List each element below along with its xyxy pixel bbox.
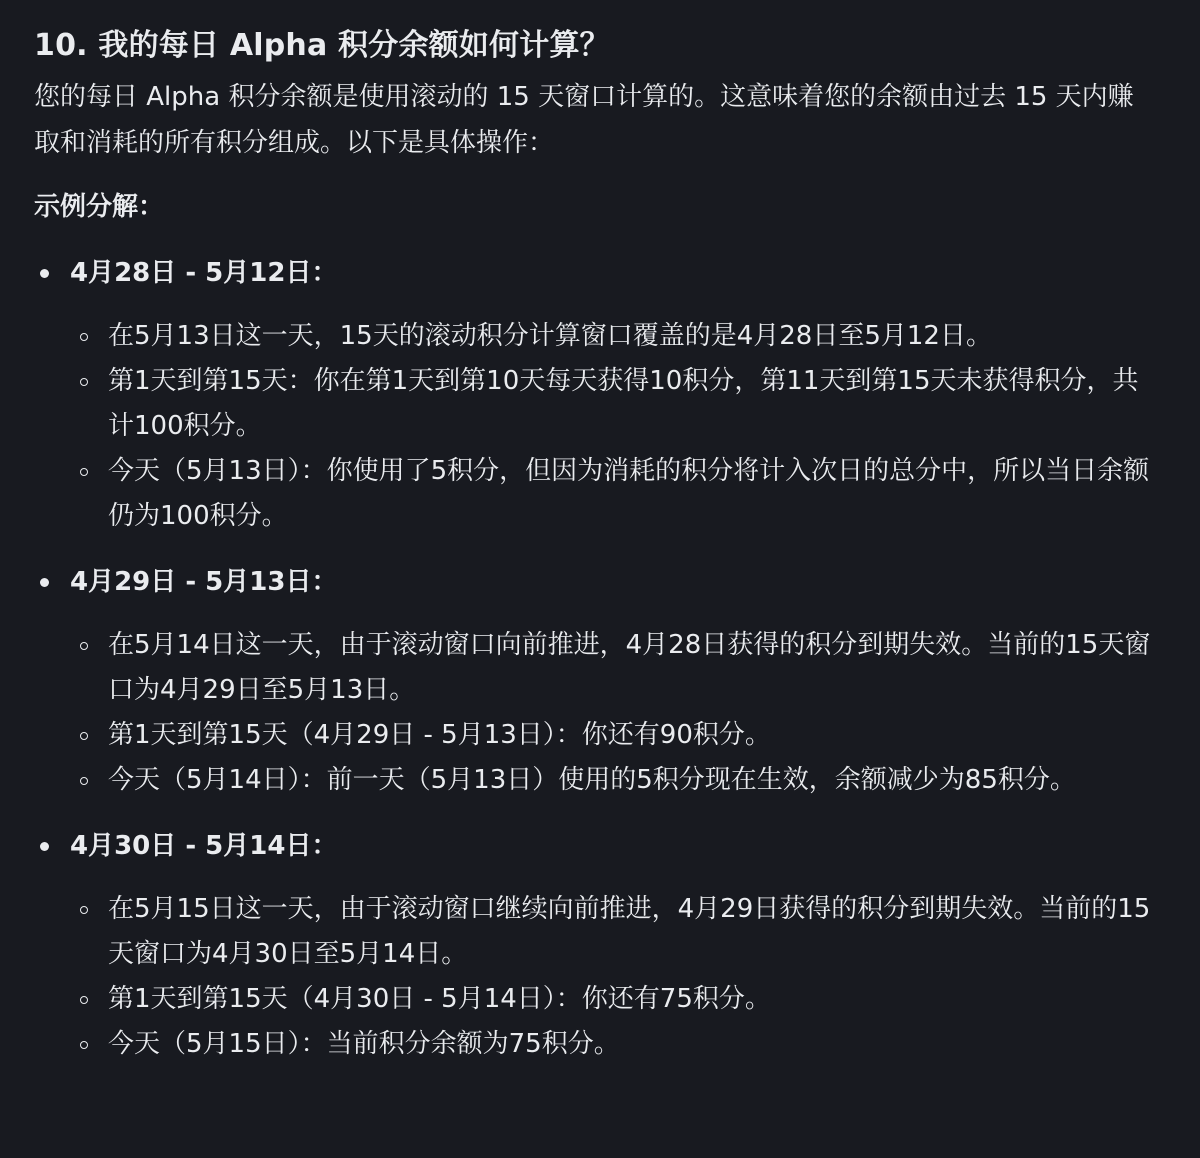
bullet-circle-icon bbox=[80, 333, 88, 341]
bullet-dot-icon bbox=[40, 842, 49, 851]
bullet-dot-icon bbox=[40, 269, 49, 278]
bullet-dot-icon bbox=[40, 578, 49, 587]
list-item-text: 今天（5月14日）：前一天（5月13日）使用的5积分现在生效，余额减少为85积分。 bbox=[108, 765, 1076, 795]
list-item bbox=[108, 623, 1160, 713]
list-item bbox=[108, 314, 1160, 359]
example-group-2 bbox=[34, 559, 1160, 803]
list-item bbox=[108, 359, 1160, 449]
faq-intro: 您的每日 Alpha 积分余额是使用滚动的 15 天窗口计算的。这意味着您的余额由过去 15 天内赚取和消耗的所有积分组成。以下是具体操作： bbox=[34, 82, 1134, 158]
list-item-text: 在5月13日这一天，15天的滚动积分计算窗口覆盖的是4月28日至5月12日。 bbox=[108, 321, 992, 351]
list-item-text: 今天（5月13日）：你使用了5积分，但因为消耗的积分将计入次日的总分中，所以当日余额仍为100积分。 bbox=[108, 456, 1150, 531]
bullet-circle-icon bbox=[80, 777, 88, 785]
list-item-text: 第1天到第15天（4月30日 - 5月14日）：你还有75积分。 bbox=[108, 984, 771, 1014]
group-heading bbox=[34, 823, 1160, 869]
group-heading bbox=[34, 250, 1160, 296]
faq-title: 10. 我的每日 Alpha 积分余额如何计算？ bbox=[34, 28, 610, 63]
group-heading bbox=[34, 559, 1160, 605]
list-item-text: 在5月15日这一天，由于滚动窗口继续向前推进，4月29日获得的积分到期失效。当前的15天窗口为4月30日至5月14日。 bbox=[108, 894, 1151, 969]
group-heading-text: 4月28日 - 5月12日： bbox=[70, 258, 338, 288]
list-item bbox=[108, 449, 1160, 539]
list-item-text: 在5月14日这一天，由于滚动窗口向前推进，4月28日获得的积分到期失效。当前的15天窗口为4月29日至5月13日。 bbox=[108, 630, 1151, 705]
group-item-list bbox=[34, 887, 1160, 1067]
list-item-text: 第1天到第15天（4月29日 - 5月13日）：你还有90积分。 bbox=[108, 720, 771, 750]
section-label: 示例分解： bbox=[34, 192, 165, 222]
bullet-circle-icon bbox=[80, 642, 88, 650]
list-item bbox=[108, 713, 1160, 758]
list-item bbox=[108, 887, 1160, 977]
example-group-3 bbox=[34, 823, 1160, 1067]
bullet-circle-icon bbox=[80, 732, 88, 740]
example-group-1 bbox=[34, 250, 1160, 539]
bullet-circle-icon bbox=[80, 906, 88, 914]
bullet-circle-icon bbox=[80, 1041, 88, 1049]
list-item bbox=[108, 977, 1160, 1022]
group-item-list bbox=[34, 314, 1160, 539]
list-item bbox=[108, 758, 1160, 803]
bullet-circle-icon bbox=[80, 378, 88, 386]
group-item-list bbox=[34, 623, 1160, 803]
list-item-text: 第1天到第15天：你在第1天到第10天每天获得10积分，第11天到第15天未获得积分，共计100积分。 bbox=[108, 366, 1139, 441]
list-item bbox=[108, 1022, 1160, 1067]
bullet-circle-icon bbox=[80, 468, 88, 476]
list-item-text: 今天（5月15日）：当前积分余额为75积分。 bbox=[108, 1029, 620, 1059]
group-heading-text: 4月29日 - 5月13日： bbox=[70, 567, 338, 597]
bullet-circle-icon bbox=[80, 996, 88, 1004]
group-heading-text: 4月30日 - 5月14日： bbox=[70, 831, 338, 861]
